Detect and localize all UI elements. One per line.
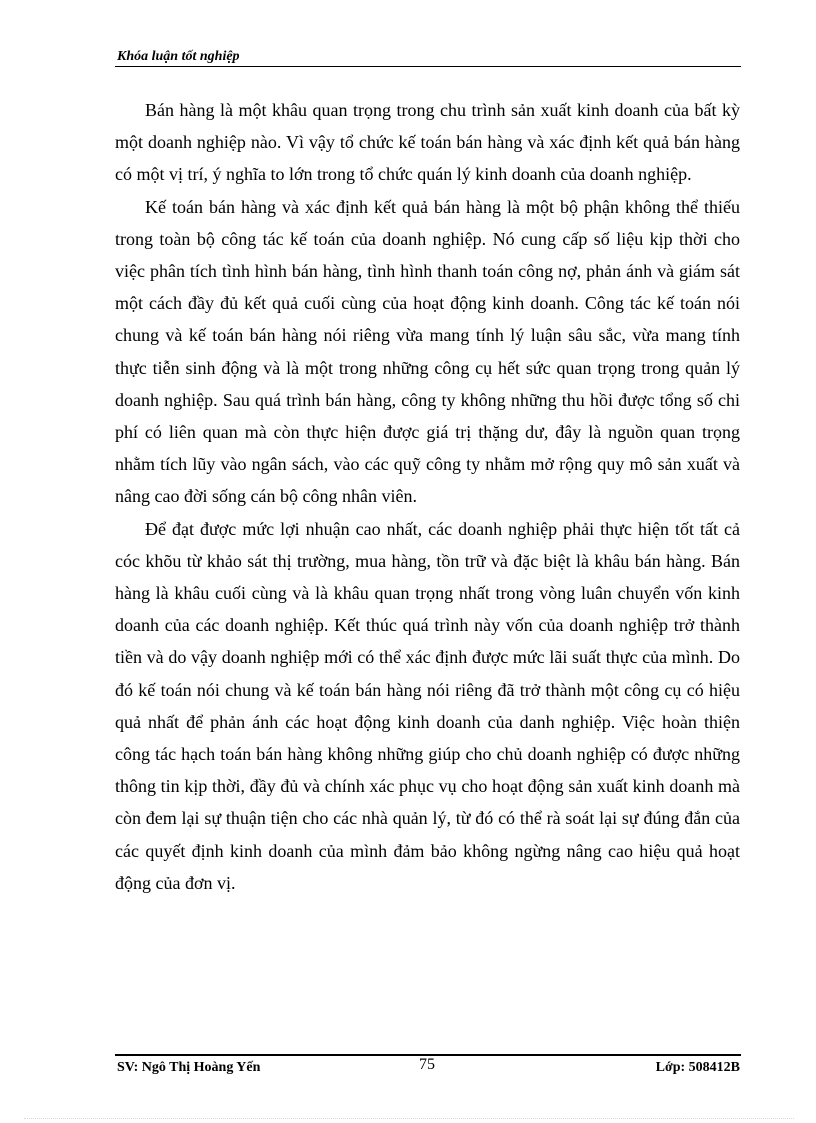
page-number: 75 — [419, 1056, 435, 1073]
document-body — [115, 94, 740, 899]
paragraph-3: Để đạt được mức lợi nhuận cao nhất, các doanh nghiệp phải thực hiện tốt tất cả cóc khõu từ khảo sát thị trường, mua hàng, tồn trữ và đặc biệt là khâu bán hàng. Bán hàng là khâu cuối cùng và là khâu quan trọng nhất trong vòng luân chuyển vốn kinh doanh của các doanh nghiệp. Kết thúc quá trình này vốn của doanh nghiệp trở thành tiền và do vậy doanh nghiệp mới có thể xác định được mức lãi suất thực của mình. Do đó kế toán nói chung và kế toán bán hàng nói riêng đã trở thành một công cụ có hiệu quả nhất để phản ánh các hoạt động kinh doanh của danh nghiệp. Việc hoàn thiện công tác hạch toán bán hàng không những giúp cho chủ doanh nghiệp có được những thông tin kịp thời, đầy đủ và chính xác phục vụ cho hoạt động sản xuất kinh doanh mà còn đem lại sự thuận tiện cho các nhà quản lý, từ đó có thể rà soát lại sự đúng đắn của các quyết định kinh doanh của mình đảm bảo không ngừng nâng cao hiệu quả hoạt động của đơn vị. — [115, 518, 740, 893]
footer-student-name: SV: Ngô Thị Hoàng Yến — [117, 1060, 261, 1075]
header-divider — [115, 66, 741, 67]
footer-class-label: Lớp: 508412B — [655, 1060, 740, 1075]
page-bottom-edge — [24, 1118, 794, 1119]
paragraph-1: Bán hàng là một khâu quan trọng trong chu trình sản xuất kinh doanh của bất kỳ một doanh nghiệp nào. Vì vậy tổ chức kế toán bán hàng và xác định kết quả bán hàng có một vị trí, ý nghĩa to lớn trong tổ chức quán lý kinh doanh của doanh nghiệp. — [115, 100, 740, 185]
page-header-title: Khóa luận tốt nghiệp — [117, 49, 240, 64]
paragraph-2: Kế toán bán hàng và xác định kết quả bán hàng là một bộ phận không thể thiếu trong toàn bộ công tác kế toán của doanh nghiệp. Nó cung cấp số liệu kịp thời cho việc phân tích tình hình bán hàng, tình hình thanh toán công nợ, phản ánh và giám sát một cách đầy đủ kết quả cuối cùng của hoạt động kinh doanh. Công tác kế toán nói chung và kế toán bán hàng nói riêng vừa mang tính lý luận sâu sắc, vừa mang tính thực tiễn sinh động và là một trong những công cụ hết sức quan trọng trong quản lý doanh nghiệp. Sau quá trình bán hàng, công ty không những thu hồi được tổng số chi phí có liên quan mà còn thực hiện được giá trị thặng dư, đây là nguồn quan trọng nhằm tích lũy vào ngân sách, vào các quỹ công ty nhằm mở rộng quy mô sản xuất và nâng cao đời sống cán bộ công nhân viên. — [115, 196, 740, 507]
